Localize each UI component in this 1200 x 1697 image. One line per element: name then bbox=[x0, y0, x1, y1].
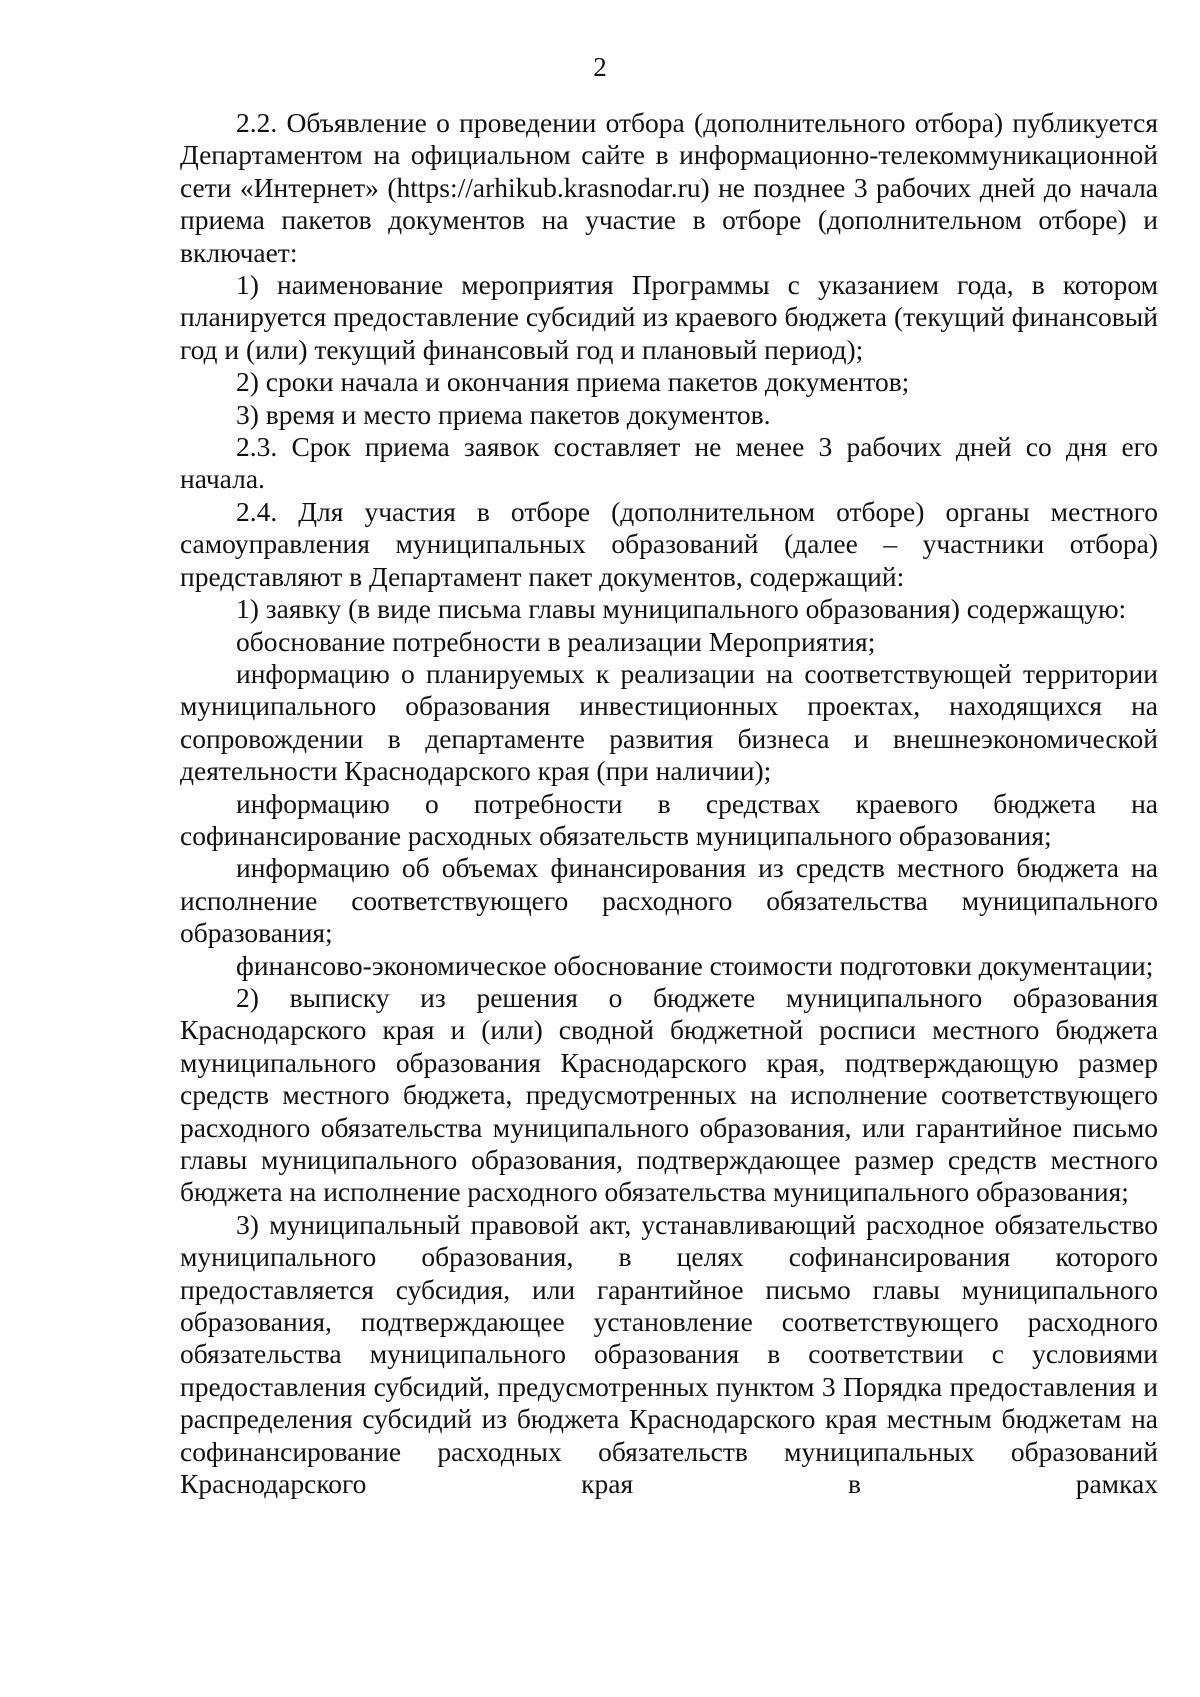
paragraph-legal-act: 3) муниципальный правовой акт, устанавливающий расходное обязательство муниципального образования, в целях софинансирования которого предоставляется субсидия, или гарантийное письмо главы муниципального образования, подтверждающее установление соответствующего расходного обязательства муниципального образования в соответствии с условиями предоставления субсидий, предусмотренных пунктом 3 Порядка предоставления и распределения субсидий из бюджета Краснодарского края местным бюджетам на софинансирование расходных обязательств муниципальных образований Краснодарского края в рамках bbox=[180, 1208, 1158, 1500]
paragraph-local-funding: информацию об объемах финансирования из средств местного бюджета на исполнение соответствующего расходного обязательства муниципального образования; bbox=[180, 852, 1158, 949]
document-body bbox=[180, 107, 1158, 1500]
paragraph-2-4: 2.4. Для участия в отборе (дополнительном отборе) органы местного самоуправления муниципальных образований (далее – участники отбора) представляют в Департамент пакет документов, содержащий: bbox=[180, 495, 1158, 592]
paragraph-budget-need: информацию о потребности в средствах краевого бюджета на софинансирование расходных обязательств муниципального образования; bbox=[180, 787, 1158, 851]
paragraph-request: 1) заявку (в виде письма главы муниципального образования) содержащую: bbox=[236, 593, 1127, 625]
paragraph-2-2: 2.2. Объявление о проведении отбора (дополнительного отбора) публикуется Департаментом на официальном сайте в информационно-телекоммуникационной сети «Интернет» (https://arhikub.krasnodar.ru) не позднее 3 рабочих дней до начала приема пакетов документов на участие в отборе (дополнительном отборе) и включает: bbox=[180, 107, 1158, 268]
paragraph-2-3: 2.3. Срок приема заявок составляет не менее 3 рабочих дней со дня его начала. bbox=[180, 431, 1158, 495]
page-number: 2 bbox=[593, 52, 607, 82]
paragraph-investment-info: информацию о планируемых к реализации на соответствующей территории муниципального образования инвестиционных проектах, находящихся на сопровождении в департаменте развития бизнеса и внешнеэкономической деятельности Краснодарского края (при наличии); bbox=[180, 657, 1158, 787]
paragraph-item-1: 1) наименование мероприятия Программы с указанием года, в котором планируется предоставление субсидий из краевого бюджета (текущий финансовый год и (или) текущий финансовый год и плановый период); bbox=[180, 269, 1158, 365]
paragraph-item-3: 3) время и место приема пакетов документов. bbox=[236, 398, 771, 430]
paragraph-item-2: 2) сроки начала и окончания приема пакетов документов; bbox=[236, 366, 910, 398]
paragraph-budget-extract: 2) выписку из решения о бюджете муниципального образования Краснодарского края и (или) сводной бюджетной росписи местного бюджета муниципального образования Краснодарского края, подтверждающую размер средств местного бюджета, предусмотренных на исполнение соответствующего расходного обязательства муниципального образования, или гарантийное письмо главы муниципального образования, подтверждающее размер средств местного бюджета на исполнение расходного обязательства муниципального образования; bbox=[180, 981, 1158, 1208]
paragraph-financial-justification: финансово-экономическое обоснование стоимости подготовки документации; bbox=[236, 949, 1154, 981]
paragraph-justification: обоснование потребности в реализации Мероприятия; bbox=[236, 625, 876, 657]
